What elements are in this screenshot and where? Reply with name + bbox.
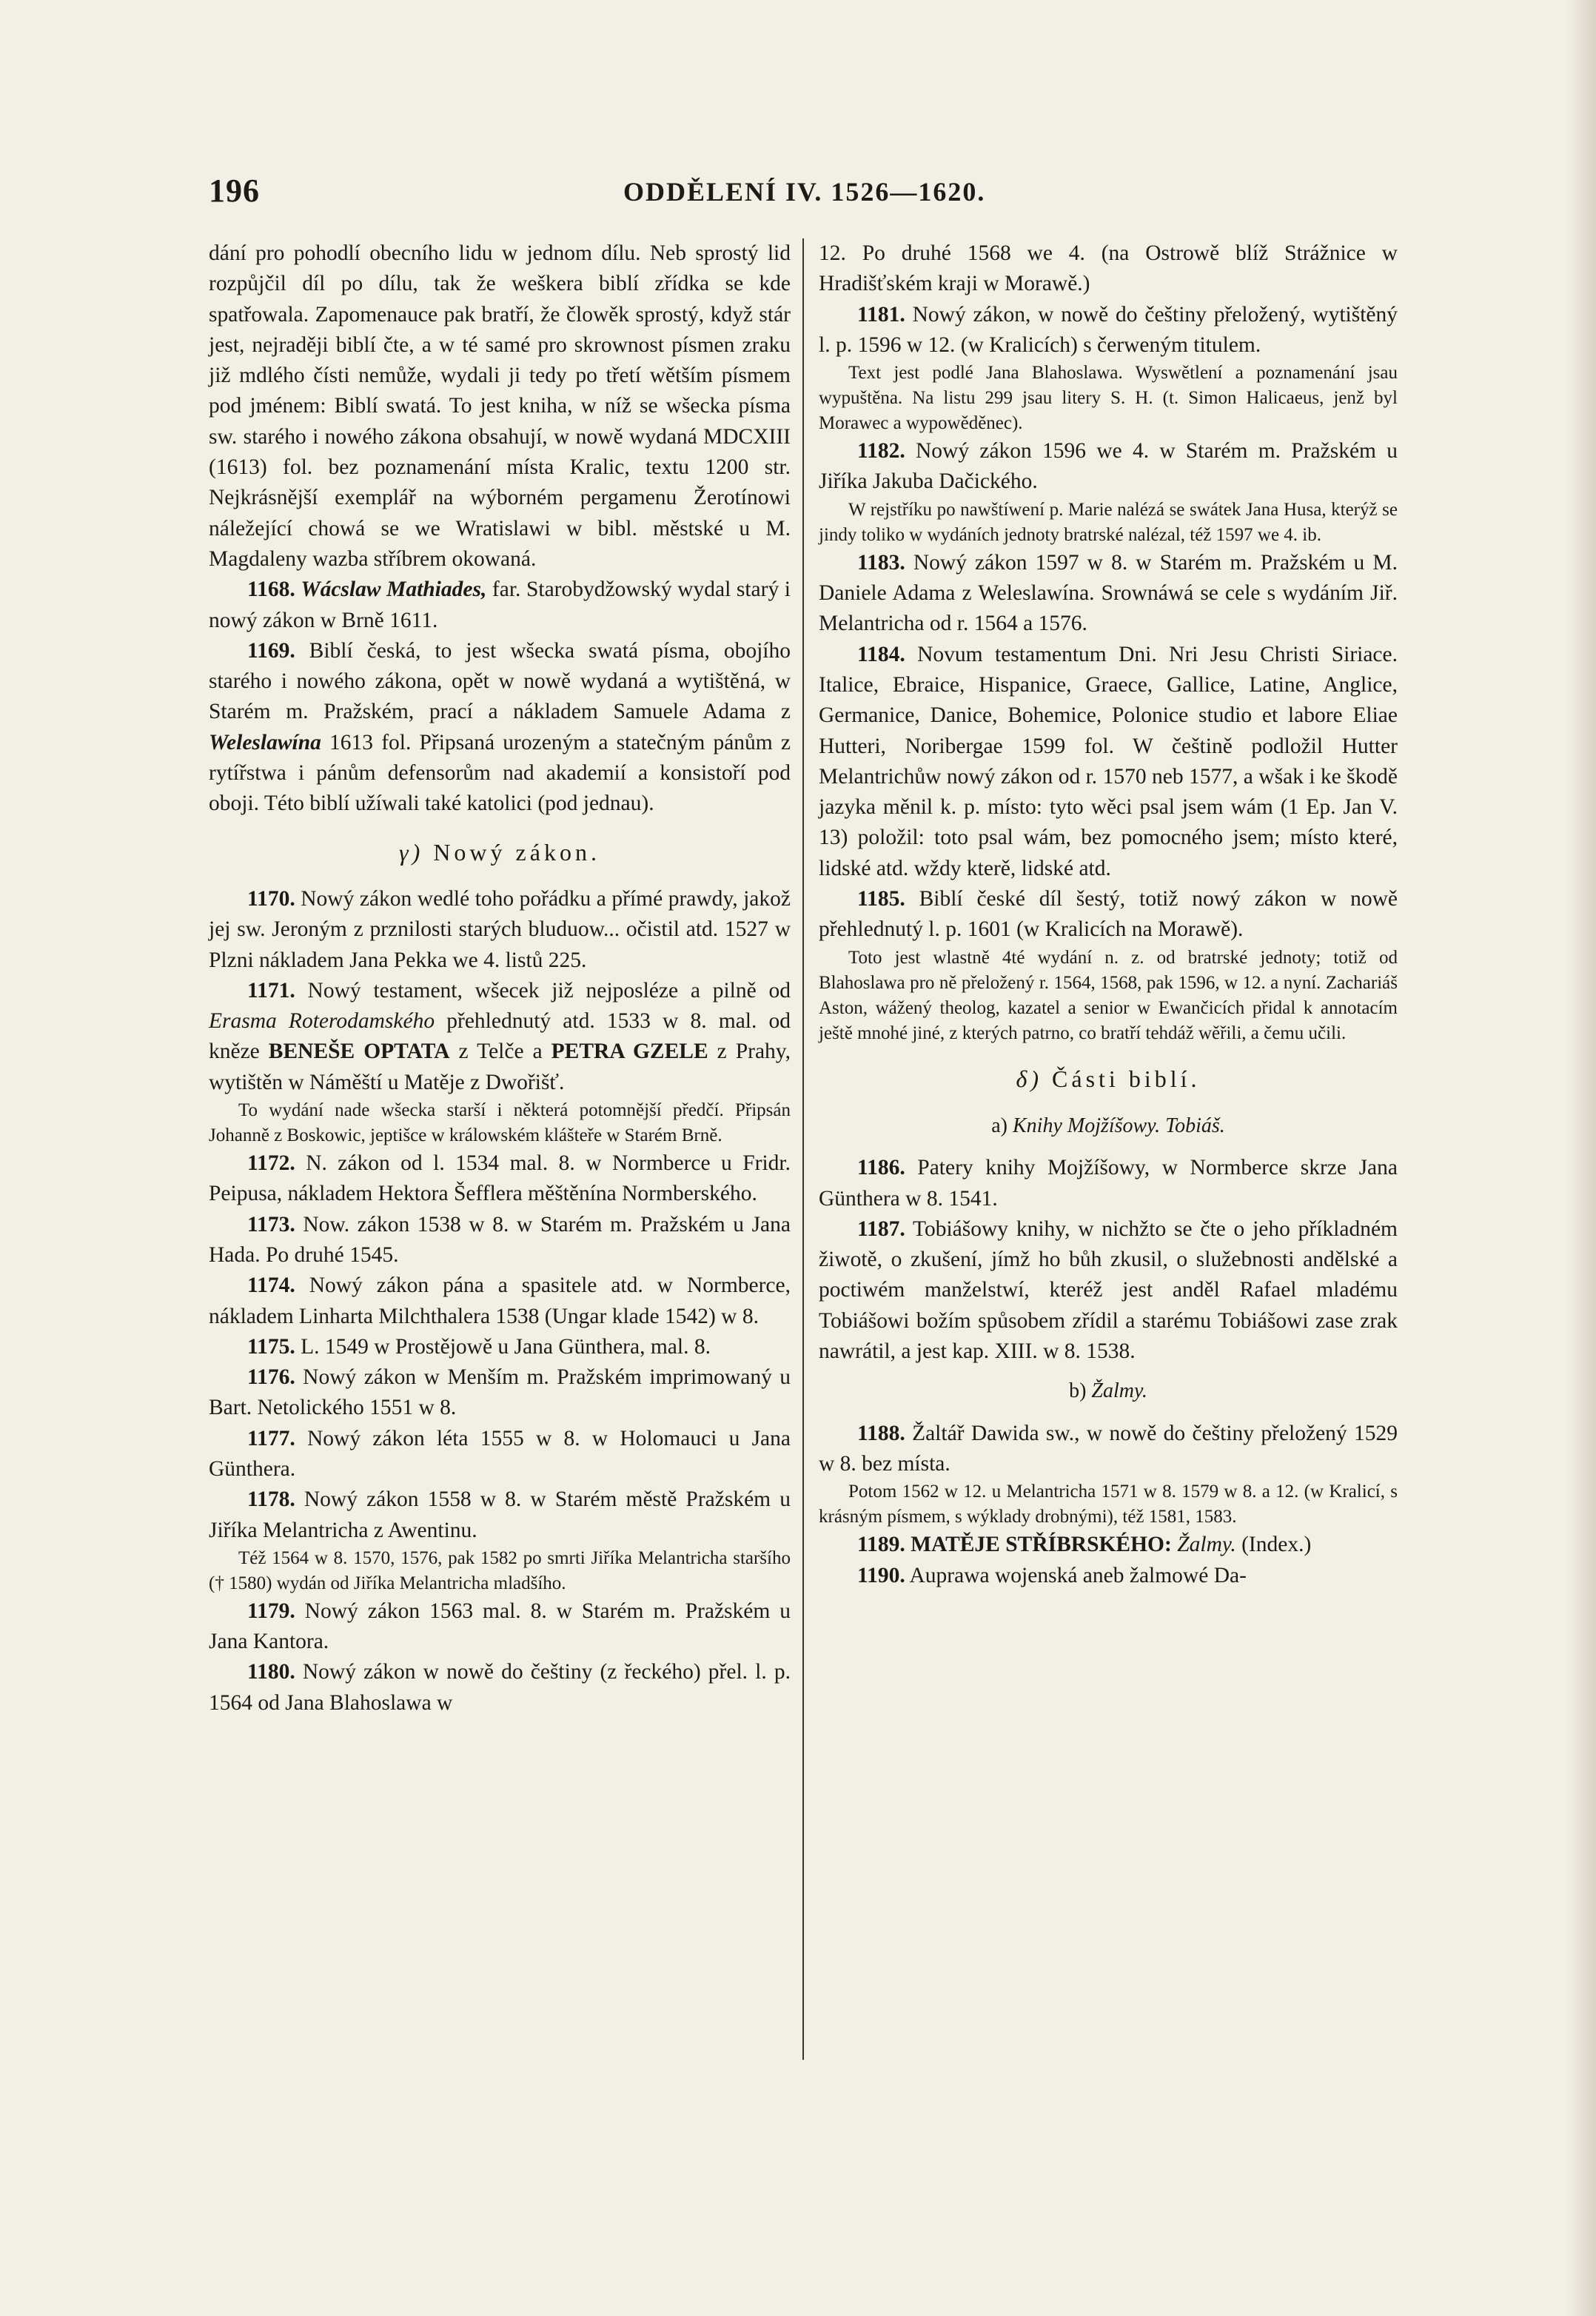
entry-1176: 1176. Nowý zákon w Menším m. Pražském imprimowaný u Bart. Netolického 1551 w 8. <box>209 1365 791 1420</box>
entry-1179: 1179. Nowý zákon 1563 mal. 8. w Starém m. Pražském u Jana Kantora. <box>209 1599 791 1654</box>
entry-1187: 1187. Tobiášowy knihy, w nichžto se čte o jeho příkladném žiwotě, o zkušení, jímž ho bůh zkusil, o služebnosti andělské a poctiwém manželstwí, kteréž jest anděl Rafael mladému Tobiášowi božím spůsobem zřídil a starému Tobiášowi zase zrak nawrátil, a jest kap. XIII. w 8. 1538. <box>819 1216 1398 1364</box>
note-1182: W rejstříku po nawštíwení p. Marie nalézá se swátek Jana Husa, kterýž se jindy toliko w wydáních jednoty bratrské nalézal, též 1597 we 4. ib. <box>819 499 1398 545</box>
entry-1186: 1186. Patery knihy Mojžíšowy, w Normberce skrze Jana Günthera w 8. 1541. <box>819 1156 1398 1211</box>
subsection-heading-a: a) Knihy Mojžíšowy. Tobiáš. <box>991 1114 1225 1137</box>
entry-1171: 1171. Nowý testament, wšecek již nejposléze a pilně od Erasma Roterodamského přehlednutý atd. 1533 w 8. mal. od kněze BENEŠE OPTATA z Telče a PETRA GZELE z Prahy, wytištěn w Náměští u Matěje z Dwořišť. <box>209 978 791 1094</box>
note-1178: Též 1564 w 8. 1570, 1576, pak 1582 po smrti Jiříka Melantricha staršího († 1580) wydán od Jiříka Melantricha mladšího. <box>209 1547 791 1593</box>
entry-1175: 1175. L. 1549 w Prostějowě u Jana Günthera, mal. 8. <box>247 1334 711 1359</box>
running-head: ODDĚLENÍ IV. 1526—1620. <box>623 177 986 207</box>
right-column <box>819 238 1398 1591</box>
continued-paragraph: dání pro pohodlí obecního lidu w jednom dílu. Neb sprostý lid rozpůjčil díl po dílu, tak že weškera biblí zřídka se kde spatřowala. Zapomenauce pak bratří, že člowěk sprostý, když stár jest, nejraději biblí čte, a w té samé pro skrownost písmen zraku již mdlého čísti nemůže, wydali ji tedy po třetí wětším písmem pod jménem: Biblí swatá. To jest kniha, w níž se wšecka písma sw. starého i nowého zákona obsahují, w nowě wydaná MDCXIII (1613) fol. bez poznamenání místa Kralic, textu 1200 str. Nejkrásnější exemplář na wýborném pergamenu Žerotínowi náležející chowá se we Wratislawi w bibl. městské u M. Magdaleny wazba stříbrem okowaná. <box>209 241 791 571</box>
entry-1174: 1174. Nowý zákon pána a spasitele atd. w Normberce, nákladem Linharta Milchthalera 1538 (Ungar klade 1542) w 8. <box>209 1274 791 1328</box>
section-heading-delta: δ) Části biblí. <box>1016 1065 1201 1092</box>
entry-1182: 1182. Nowý zákon 1596 we 4. w Starém m. Pražském u Jiříka Jakuba Dačického. <box>819 439 1398 494</box>
entry-1184: 1184. Novum testamentum Dni. Nri Jesu Christi Siriace. Italice, Ebraice, Hispanice, Graece, Gallice, Latine, Anglice, Germanice, Danice, Bohemice, Polonice studio et labore Eliae Hutteri, Noribergae 1599 fol. W češtině podložil Hutter Melantrichůw nowý zákon od r. 1570 neb 1577, a wšak i ke škodě jazyka měnil k. p. místo: tyto wěci psal jsem wám (1 Ep. Jan V. 13) položil: toto psal wám, bez pomocného jsem; místo které, lidské atd. wždy kterě, lidské atd. <box>819 642 1398 880</box>
note-1181: Text jest podlé Jana Blahoslawa. Wyswětlení a poznamenání jsau wypuštěna. Na listu 299 jsau litery S. H. (t. Simon Halicaeus, jenž byl Morawec a wypowěděnec). <box>819 363 1398 434</box>
entry-1172: 1172. N. zákon od l. 1534 mal. 8. w Normberce u Fridr. Peipusa, nákladem Hektora Šefflera měštěnína Normberského. <box>209 1151 791 1206</box>
note-1188: Potom 1562 w 12. u Melantricha 1571 w 8. 1579 w 8. a 12. (w Kralicí, s krásným písmem, s wýklady drobnými), též 1581, 1583. <box>819 1482 1398 1527</box>
section-heading-gamma: γ) Nowý zákon. <box>399 838 600 866</box>
entry-1181: 1181. Nowý zákon, w nowě do češtiny přeložený, wytištěný l. p. 1596 w 12. (w Kralicích) s čerweným titulem. <box>819 302 1398 357</box>
page-number: 196 <box>209 173 260 209</box>
page-header <box>209 172 1396 216</box>
page-edge-shadow <box>1566 0 1596 2316</box>
entry-1170: 1170. Nowý zákon wedlé toho pořádku a přímé prawdy, jakož jej sw. Jeroným z prznilosti starých bluduow... očistil atd. 1527 w Plzni nákladem Jana Pekka we 4. listů 225. <box>209 886 791 972</box>
entry-1180: 1180. Nowý zákon w nowě do češtiny (z řeckého) přel. l. p. 1564 od Jana Blahoslawa w <box>209 1660 791 1715</box>
left-column <box>209 238 791 1718</box>
entry-1168: 1168. Wácslaw Mathiades, far. Starobydžowský wydal starý i nowý zákon w Brně 1611. <box>209 578 791 632</box>
entry-1188: 1188. Žaltář Dawida sw., w nowě do češtiny přeložený 1529 w 8. bez místa. <box>819 1421 1398 1476</box>
entry-1180-continued: 12. Po druhé 1568 we 4. (na Ostrowě blíž Strážnice w Hradišťském kraji w Morawě.) <box>819 241 1398 296</box>
entry-1177: 1177. Nowý zákon léta 1555 w 8. w Holomauci u Jana Günthera. <box>209 1426 791 1481</box>
entry-1178: 1178. Nowý zákon 1558 w 8. w Starém městě Pražském u Jiříka Melantricha z Awentinu. <box>209 1487 791 1542</box>
entry-1190: 1190. Auprawa wojenská aneb žalmowé Da- <box>857 1563 1247 1587</box>
entry-1169: 1169. Biblí česká, to jest wšecka swatá písma, obojího starého i nowého zákona, opět w nowě wydaná a wytištěná, w Starém m. Pražském, prací a nákladem Samuele Adama z Weleslawína 1613 fol. Připsaná urozeným a statečným pánům z rytířstwa i pánům defensorům nad akademií a konsistoří pod oboji. Této biblí užíwali také katolici (pod jednau). <box>209 638 791 816</box>
column-divider <box>802 238 804 2060</box>
author-name: Wácslaw Mathiades, <box>301 578 487 602</box>
note-1185: Toto jest wlastně 4té wydání n. z. od bratrské jednoty; totiž od Blahoslawa pro ně přeložený r. 1564, 1568, pak 1596, w 12. a nyní. Zachariáš Aston, wážený theolog, kazatel a senior w Ewančicích přidal k annotacím ještě mnohé jiné, z kterých patrno, co bratří tehdáž wěřili, a čemu učili. <box>819 947 1398 1043</box>
note-1171: To wydání nade wšecka starší i některá potomnější předčí. Připsán Johanně z Boskowic, jeptišce w králowském klášteře w Starém Brně. <box>209 1100 791 1146</box>
subsection-heading-b: b) Žalmy. <box>1069 1379 1147 1403</box>
entry-1185: 1185. Biblí české díl šestý, totiž nowý zákon w nowě přehlednutý l. p. 1601 (w Kralicích na Morawě). <box>819 887 1398 942</box>
entry-1183: 1183. Nowý zákon 1597 w 8. w Starém m. Pražském u M. Daniele Adama z Weleslawína. Srownáwá se cele s wydáním Jiř. Melantricha od r. 1564 a 1576. <box>819 550 1398 636</box>
entry-1173: 1173. Now. zákon 1538 w 8. w Starém m. Pražském u Jana Hada. Po druhé 1545. <box>209 1212 791 1267</box>
entry-1189: 1189. MATĚJE STŘÍBRSKÉHO: Žalmy. (Index.) <box>857 1533 1312 1557</box>
